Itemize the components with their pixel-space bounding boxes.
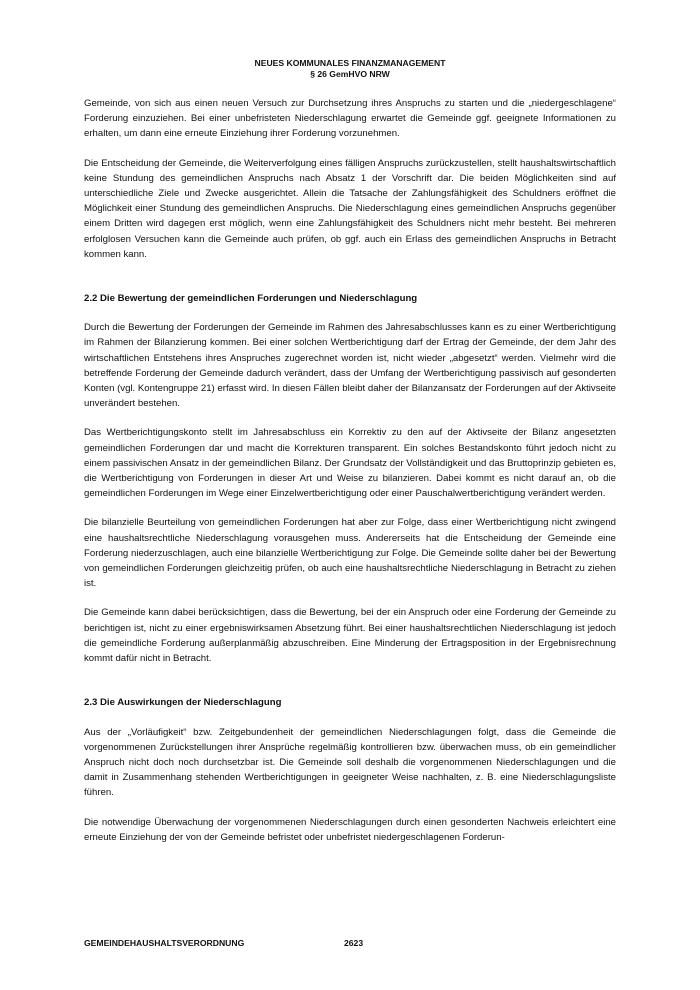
header-section: § 26 GemHVO NRW (310, 69, 390, 79)
paragraph: Das Wertberichtigungskonto stellt im Jahresabschluss ein Korrektiv zu den auf der Aktivseite der Bilanz angesetzten gemeindlichen Forderungen dar und macht die Korrekturen transparent. Ein solches Bestandskonto führt jedoch nicht zu einem passivischen Ansatz in der gemeindlichen Bilanz. Der Grundsatz der Vollständigkeit und das Bruttoprinzip gebieten es, die Wertberichtigung von Forderungen in dieser Art und Weise zu bilanzieren. Dabei kommt es nicht darauf an, ob die gemeindlichen Forderungen im Wege einer Einzelwertberichtigung oder einer Pauschalwertberichtigung verändert werden. (84, 427, 616, 500)
page-header (0, 58, 700, 80)
paragraph: Die Gemeinde kann dabei berücksichtigen, dass die Bewertung, bei der ein Anspruch oder eine Forderung der Gemeinde zu berichtigen ist, nicht zu einer ergebniswirksamen Absetzung führt. Bei einer haushaltsrechtlichen Niederschlagung ist jedoch die gemeindliche Forderung außerplanmäßig abzuschreiben. Eine Minderung der Ertragsposition in der Ergebnisrechnung kommt dafür nicht in Betracht. (84, 607, 616, 665)
paragraph: Die Entscheidung der Gemeinde, die Weiterverfolgung eines fälligen Anspruchs zurückzustellen, stellt haushaltswirtschaftlich keine Stundung des gemeindlichen Anspruchs nach Absatz 1 der Vorschrift dar. Die beiden Möglichkeiten sind auf unterschiedliche Ziele und Zwecke ausgerichtet. Allein die Tatsache der Zahlungsfähigkeit des Schuldners eröffnet die Möglichkeit einer Stundung des gemeindlichen Anspruchs. Die Niederschlagung eines gemeindlichen Anspruchs gegenüber einem Dritten wird dagegen erst möglich, wenn eine Zahlungsfähigkeit des Schuldners nicht mehr besteht. Bei mehreren erfolglosen Versuchen kann die Gemeinde auch prüfen, ob ggf. auch ein Erlass des gemeindlichen Anspruchs in Betracht kommen kann. (84, 157, 616, 260)
section-heading: 2.3 Die Auswirkungen der Niederschlagung (84, 697, 282, 709)
footer-title: GEMEINDEHAUSHALTSVERORDNUNG (84, 938, 245, 948)
document-body (84, 96, 616, 859)
paragraph: Aus der „Vorläufigkeit“ bzw. Zeitgebundenheit der gemeindlichen Niederschlagungen folgt, dass die Gemeinde die vorgenommenen Zurückstellungen ihrer Ansprüche regelmäßig kontrollieren bzw. überwachen muss, ob ein gemeindlicher Anspruch nicht doch noch durchsetzbar ist. Die Gemeinde soll deshalb die vorgenommenen Niederschlagungen und die damit in Zusammenhang stehenden Wertberichtigungen in geeigneter Weise nachhalten, z. B. eine Niederschlagungsliste führen. (84, 726, 616, 799)
paragraph: Gemeinde, von sich aus einen neuen Versuch zur Durchsetzung ihres Anspruchs zu starten und die „niedergeschlagene“ Forderung einzuziehen. Bei einer unbefristeten Niederschlagung erwartet die Gemeinde ggf. geeignete Informationen zu erhalten, um dann eine erneute Einziehung ihrer Forderung vorzunehmen. (84, 98, 616, 140)
paragraph: Die notwendige Überwachung der vorgenommenen Niederschlagungen durch einen gesonderten Nachweis erleichtert eine erneute Einziehung der von der Gemeinde befristet oder unbefristet niedergeschlagenen Forderun- (84, 816, 616, 843)
header-title: NEUES KOMMUNALES FINANZMANAGEMENT (254, 58, 446, 68)
page-number: 2623 (344, 938, 364, 948)
page-footer (84, 938, 364, 948)
paragraph: Durch die Bewertung der Forderungen der Gemeinde im Rahmen des Jahresabschlusses kann es zu einer Wertberichtigung im Rahmen der Bilanzierung kommen. Bei einer solchen Wertberichtigung darf der Ertrag der Gemeinde, der dem Jahr des wirtschaftlichen Entstehens ihres Anspruches zugerechnet worden ist, nicht wieder „abgesetzt“ werden. Vielmehr wird die betreffende Forderung der Gemeinde dadurch verändert, dass der Umfang der Wertberichtigung passivisch auf gesonderten Konten (vgl. Kontengruppe 21) erfasst wird. In diesen Fällen bleibt daher der Bilanzansatz der Forderungen auf der Aktivseite unverändert bestehen. (84, 322, 616, 410)
section-heading: 2.2 Die Bewertung der gemeindlichen Forderungen und Niederschlagung (84, 293, 418, 305)
paragraph: Die bilanzielle Beurteilung von gemeindlichen Forderungen hat aber zur Folge, dass einer Wertberichtigung nicht zwingend eine haushaltsrechtliche Niederschlagung vorausgehen muss. Andererseits hat die Entscheidung der Gemeinde eine Forderung niederzuschlagen, auch eine bilanzielle Wertberichtigung zur Folge. Die Gemeinde sollte daher bei der Bewertung von gemeindlichen Forderungen gleichzeitig prüfen, ob auch eine haushaltsrechtliche Niederschlagung in Betracht zu ziehen ist. (84, 517, 616, 590)
